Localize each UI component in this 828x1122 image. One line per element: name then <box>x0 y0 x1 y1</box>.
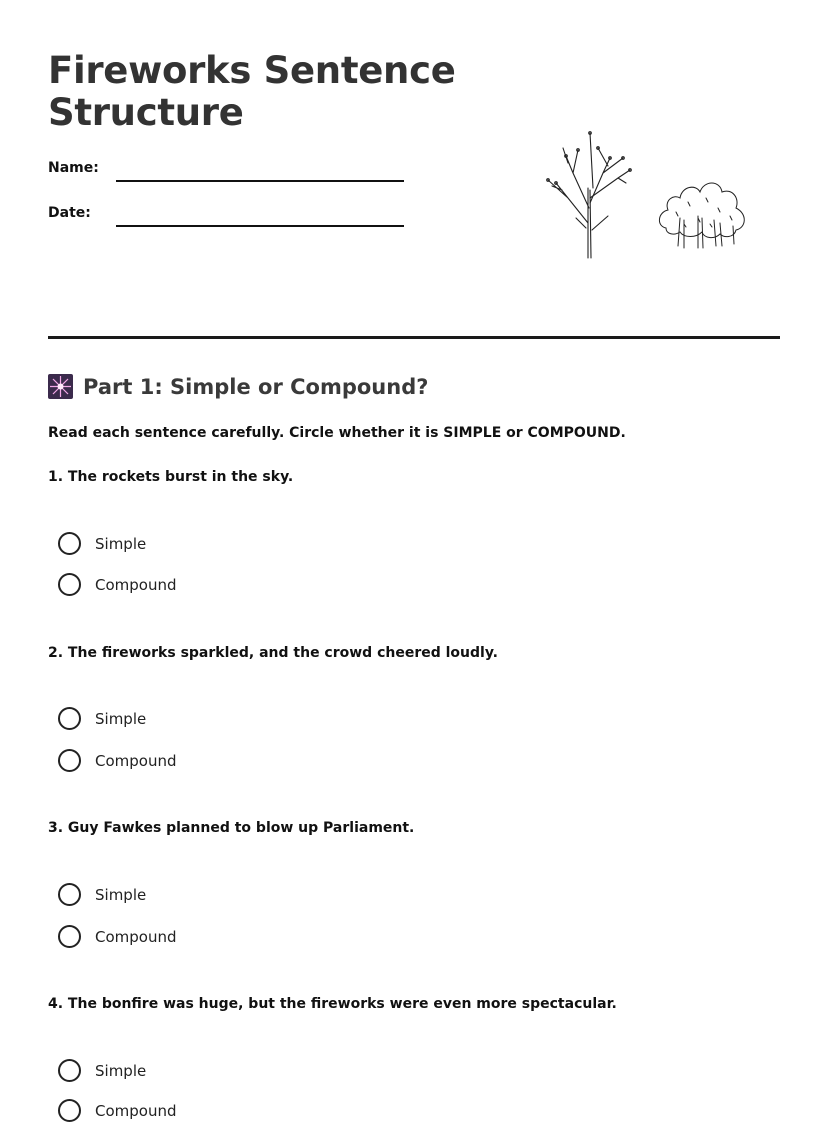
radio-circle[interactable] <box>58 883 81 906</box>
q2-option-simple[interactable] <box>58 707 146 730</box>
question-4: 4. The bonfire was huge, but the fireworks were even more spectacular. <box>48 996 617 1012</box>
part1-heading <box>48 374 428 399</box>
option-label: Compound <box>95 751 177 770</box>
question-3: 3. Guy Fawkes planned to blow up Parliament. <box>48 820 415 836</box>
part1-heading-text: Part 1: Simple or Compound? <box>83 374 429 399</box>
radio-circle[interactable] <box>58 1099 81 1122</box>
q3-option-simple[interactable] <box>58 883 146 906</box>
option-label: Compound <box>95 1101 177 1120</box>
radio-circle[interactable] <box>58 1059 81 1082</box>
radio-circle[interactable] <box>58 573 81 596</box>
option-label: Simple <box>95 885 147 904</box>
fireworks-icon <box>48 374 73 399</box>
option-label: Compound <box>95 575 177 594</box>
question-2: 2. The fireworks sparkled, and the crowd cheered loudly. <box>48 645 498 661</box>
date-label: Date: <box>48 205 91 221</box>
radio-circle[interactable] <box>58 707 81 730</box>
q2-option-compound[interactable] <box>58 749 177 772</box>
q4-option-compound[interactable] <box>58 1099 177 1122</box>
option-label: Compound <box>95 927 177 946</box>
name-line[interactable] <box>116 180 404 182</box>
section-divider <box>48 336 780 339</box>
radio-circle[interactable] <box>58 925 81 948</box>
option-label: Simple <box>95 534 147 553</box>
date-line[interactable] <box>116 225 404 227</box>
name-label: Name: <box>48 160 99 176</box>
radio-circle[interactable] <box>58 749 81 772</box>
q3-option-compound[interactable] <box>58 925 177 948</box>
trees-illustration <box>538 128 758 262</box>
question-1: 1. The rockets burst in the sky. <box>48 469 294 485</box>
q1-option-simple[interactable] <box>58 532 146 555</box>
option-label: Simple <box>95 709 147 728</box>
radio-circle[interactable] <box>58 532 81 555</box>
instructions: Read each sentence carefully. Circle whether it is SIMPLE or COMPOUND. <box>48 425 626 441</box>
option-label: Simple <box>95 1061 147 1080</box>
q4-option-simple[interactable] <box>58 1059 146 1082</box>
page-title: Fireworks Sentence Structure <box>48 49 456 134</box>
q1-option-compound[interactable] <box>58 573 177 596</box>
